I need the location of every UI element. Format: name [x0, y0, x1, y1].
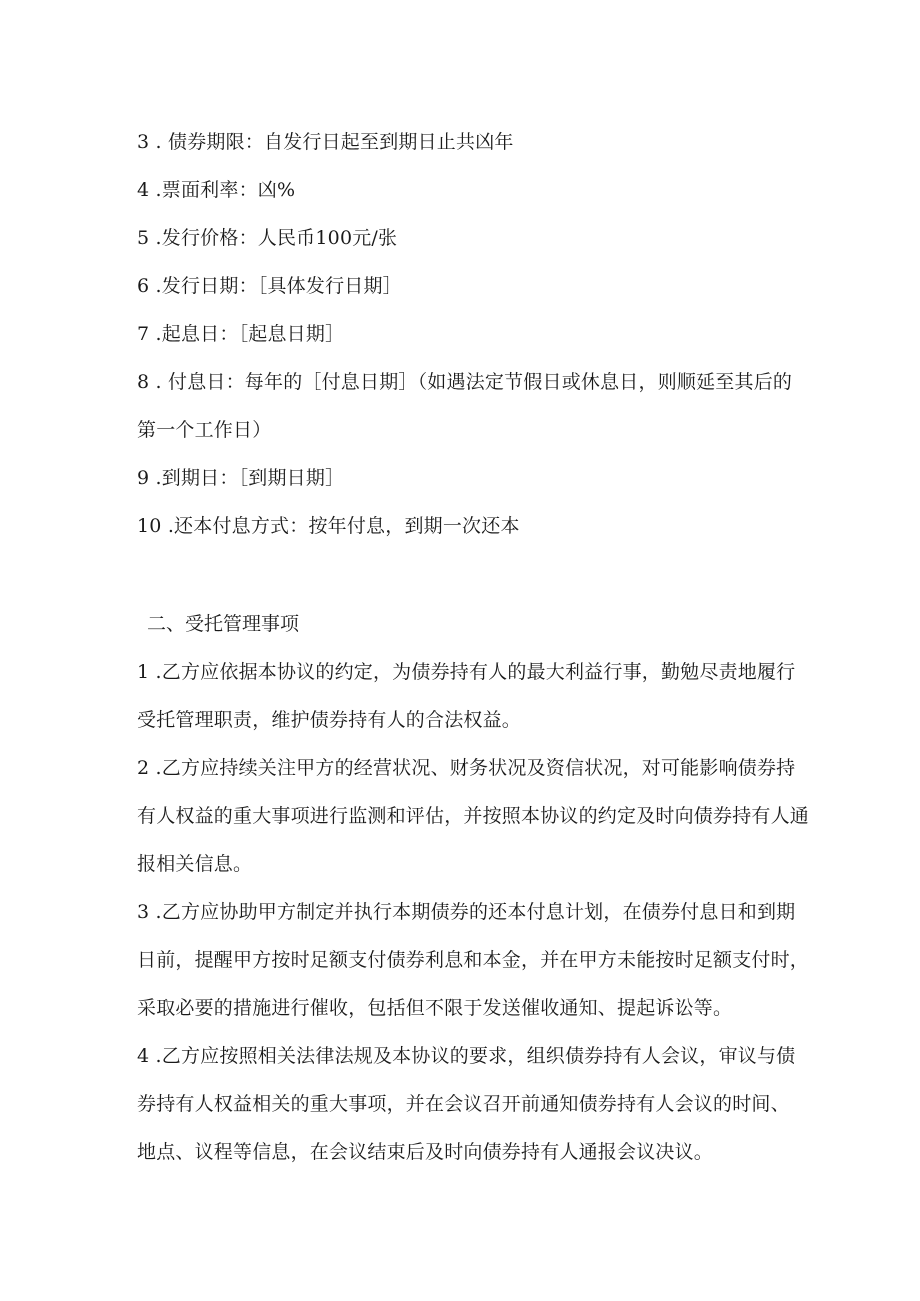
- term-bond-period: 3 . 债券期限：自发行日起至到期日止共凶年: [137, 131, 514, 153]
- clause-2-line-1: 2 .乙方应持续关注甲方的经营状况、财务状况及资信状况，对可能影响债券持: [137, 757, 796, 779]
- term-issue-price: 5 .发行价格：人民币100元/张: [137, 227, 398, 249]
- clause-3-line-2: 日前，提醒甲方按时足额支付债券利息和本金，并在甲方未能按时足额支付时，: [137, 949, 810, 971]
- clause-3-line-1: 3 .乙方应协助甲方制定并执行本期债券的还本付息计划，在债券付息日和到期: [137, 901, 796, 923]
- term-value-date: 7 .起息日：［起息日期］: [137, 323, 345, 345]
- term-interest-payment-date: 8 . 付息日：每年的［付息日期］（如遇法定节假日或休息日，则顺延至其后的: [137, 371, 793, 393]
- term-maturity-date: 9 .到期日：［到期日期］: [137, 467, 345, 489]
- section-body: [137, 648, 810, 1176]
- clause-1-line-2: 受托管理职责，维护债券持有人的合法权益。: [137, 709, 522, 731]
- term-interest-payment-date-cont: 第一个工作日）: [137, 419, 272, 441]
- term-coupon-rate: 4 .票面利率：凶%: [137, 179, 296, 201]
- section-spacer: [137, 550, 790, 600]
- term-repayment-method: 10 .还本付息方式：按年付息，到期一次还本: [137, 515, 520, 537]
- section-heading: 二、受托管理事项: [147, 613, 300, 635]
- clause-3-line-3: 采取必要的措施进行催收，包括但不限于发送催收通知、提起诉讼等。: [137, 997, 733, 1019]
- bond-terms-list: [137, 118, 793, 550]
- term-issue-date: 6 .发行日期：［具体发行日期］: [137, 275, 402, 297]
- clause-4-line-1: 4 .乙方应按照相关法律法规及本协议的要求，组织债券持有人会议，审议与债: [137, 1045, 796, 1067]
- clause-4-line-3: 地点、议程等信息，在会议结束后及时向债券持有人通报会议决议。: [137, 1141, 714, 1163]
- clause-4-line-2: 券持有人权益相关的重大事项，并在会议召开前通知债券持有人会议的时间、: [137, 1093, 790, 1115]
- clause-2-line-3: 报相关信息。: [137, 853, 253, 875]
- clause-2-line-2: 有人权益的重大事项进行监测和评估，并按照本协议的约定及时向债券持有人通: [137, 805, 810, 827]
- clause-1-line-1: 1 .乙方应依据本协议的约定，为债券持有人的最大利益行事，勤勉尽责地履行: [137, 661, 796, 683]
